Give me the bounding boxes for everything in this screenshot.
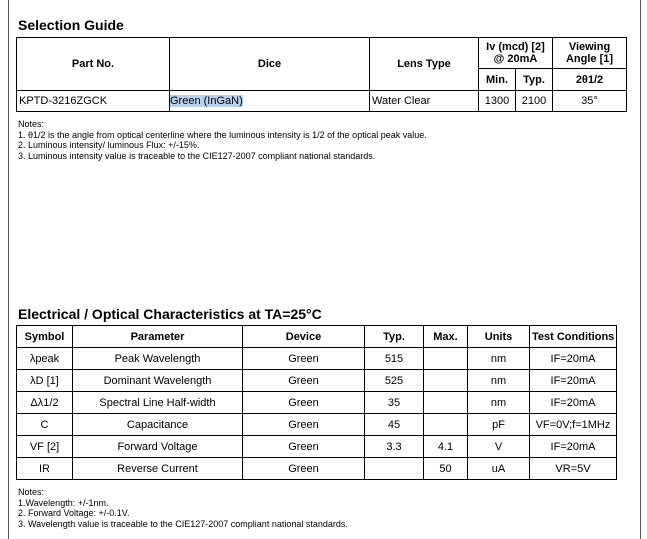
max-cell <box>424 370 468 392</box>
dice-text-highlighted: Green (InGaN) <box>170 95 243 107</box>
parameter-cell: Reverse Current <box>73 458 243 480</box>
dice-cell <box>170 91 370 112</box>
header-viewing-angle <box>553 38 627 69</box>
header-iv-line1: Iv (mcd) [2] <box>486 41 545 53</box>
header-typ: Typ. <box>365 326 424 348</box>
parameter-cell: Dominant Wavelength <box>73 370 243 392</box>
typ-cell <box>365 458 424 480</box>
symbol-cell: λpeak <box>17 348 73 370</box>
typ-cell: 515 <box>365 348 424 370</box>
typ-cell: 3.3 <box>365 436 424 458</box>
test-conditions-cell: IF=20mA <box>530 348 617 370</box>
table-row <box>17 414 617 436</box>
device-cell: Green <box>243 414 365 436</box>
iv-typ-cell: 2100 <box>516 91 553 112</box>
parameter-cell: Forward Voltage <box>73 436 243 458</box>
header-part-no: Part No. <box>17 38 170 91</box>
max-cell: 50 <box>424 458 468 480</box>
header-max: Max. <box>424 326 468 348</box>
header-test-conditions: Test Conditions <box>530 326 617 348</box>
device-cell: Green <box>243 370 365 392</box>
lens-type-cell: Water Clear <box>370 91 479 112</box>
table-row <box>17 348 617 370</box>
selection-guide-title: Selection Guide <box>18 17 124 33</box>
header-iv-line2: @ 20mA <box>493 53 538 65</box>
note-line: 1.Wavelength: +/-1nm. <box>18 497 109 508</box>
parameter-cell: Spectral Line Half-width <box>73 392 243 414</box>
header-theta: 2θ1/2 <box>553 69 627 91</box>
header-device: Device <box>243 326 365 348</box>
max-cell: 4.1 <box>424 436 468 458</box>
units-cell: uA <box>468 458 530 480</box>
note-line: 3. Luminous intensity value is traceable to the CIE127-2007 compliant national standards. <box>18 150 376 161</box>
typ-cell: 45 <box>365 414 424 436</box>
typ-cell: 35 <box>365 392 424 414</box>
test-conditions-cell: VF=0V;f=1MHz <box>530 414 617 436</box>
symbol-cell: C <box>17 414 73 436</box>
test-conditions-cell: IF=20mA <box>530 392 617 414</box>
table-row <box>17 458 617 480</box>
units-cell: nm <box>468 370 530 392</box>
viewing-angle-cell: 35° <box>553 91 627 112</box>
symbol-cell: VF [2] <box>17 436 73 458</box>
units-cell: V <box>468 436 530 458</box>
page-border-right <box>640 0 641 539</box>
electrical-notes <box>18 487 348 529</box>
header-viewing-line1: Viewing <box>568 41 611 53</box>
header-iv <box>479 38 553 69</box>
header-dice: Dice <box>170 38 370 91</box>
parameter-cell: Peak Wavelength <box>73 348 243 370</box>
header-units: Units <box>468 326 530 348</box>
parameter-cell: Capacitance <box>73 414 243 436</box>
note-line: 2. Forward Voltage: +/-0.1V. <box>18 508 130 518</box>
header-min: Min. <box>479 69 516 91</box>
page-border-left <box>8 0 9 539</box>
header-parameter: Parameter <box>73 326 243 348</box>
note-line: Notes: <box>18 487 45 497</box>
device-cell: Green <box>243 392 365 414</box>
max-cell <box>424 414 468 436</box>
electrical-optical-table <box>16 325 617 480</box>
max-cell <box>424 348 468 370</box>
part-number-cell: KPTD-3216ZGCK <box>17 91 170 112</box>
typ-cell: 525 <box>365 370 424 392</box>
symbol-cell: Δλ1/2 <box>17 392 73 414</box>
header-symbol: Symbol <box>17 326 73 348</box>
units-cell: pF <box>468 414 530 436</box>
header-typ: Typ. <box>516 69 553 91</box>
note-line: 1. θ1/2 is the angle from optical centerline where the luminous intensity is 1/2 of the optical peak value. <box>18 129 427 140</box>
header-lens-type: Lens Type <box>370 38 479 91</box>
table-row <box>17 370 617 392</box>
units-cell: nm <box>468 348 530 370</box>
symbol-cell: λD [1] <box>17 370 73 392</box>
test-conditions-cell: VR=5V <box>530 458 617 480</box>
symbol-cell: IR <box>17 458 73 480</box>
test-conditions-cell: IF=20mA <box>530 370 617 392</box>
device-cell: Green <box>243 458 365 480</box>
note-line: 3. Wavelength value is traceable to the CIE127-2007 compliant national standards. <box>18 518 348 529</box>
max-cell <box>424 392 468 414</box>
units-cell: nm <box>468 392 530 414</box>
header-viewing-line2: Angle [1] <box>565 53 614 65</box>
test-conditions-cell: IF=20mA <box>530 436 617 458</box>
device-cell: Green <box>243 436 365 458</box>
iv-min-cell: 1300 <box>479 91 516 112</box>
table-row <box>17 392 617 414</box>
device-cell: Green <box>243 348 365 370</box>
note-line: Notes: <box>18 119 45 129</box>
selection-guide-table <box>16 37 627 112</box>
note-line: 2. Luminous intensity/ luminous Flux: +/-15%. <box>18 140 200 150</box>
table-row <box>17 436 617 458</box>
electrical-optical-title: Electrical / Optical Characteristics at TA=25°C <box>18 306 322 322</box>
selection-guide-notes <box>18 119 427 161</box>
